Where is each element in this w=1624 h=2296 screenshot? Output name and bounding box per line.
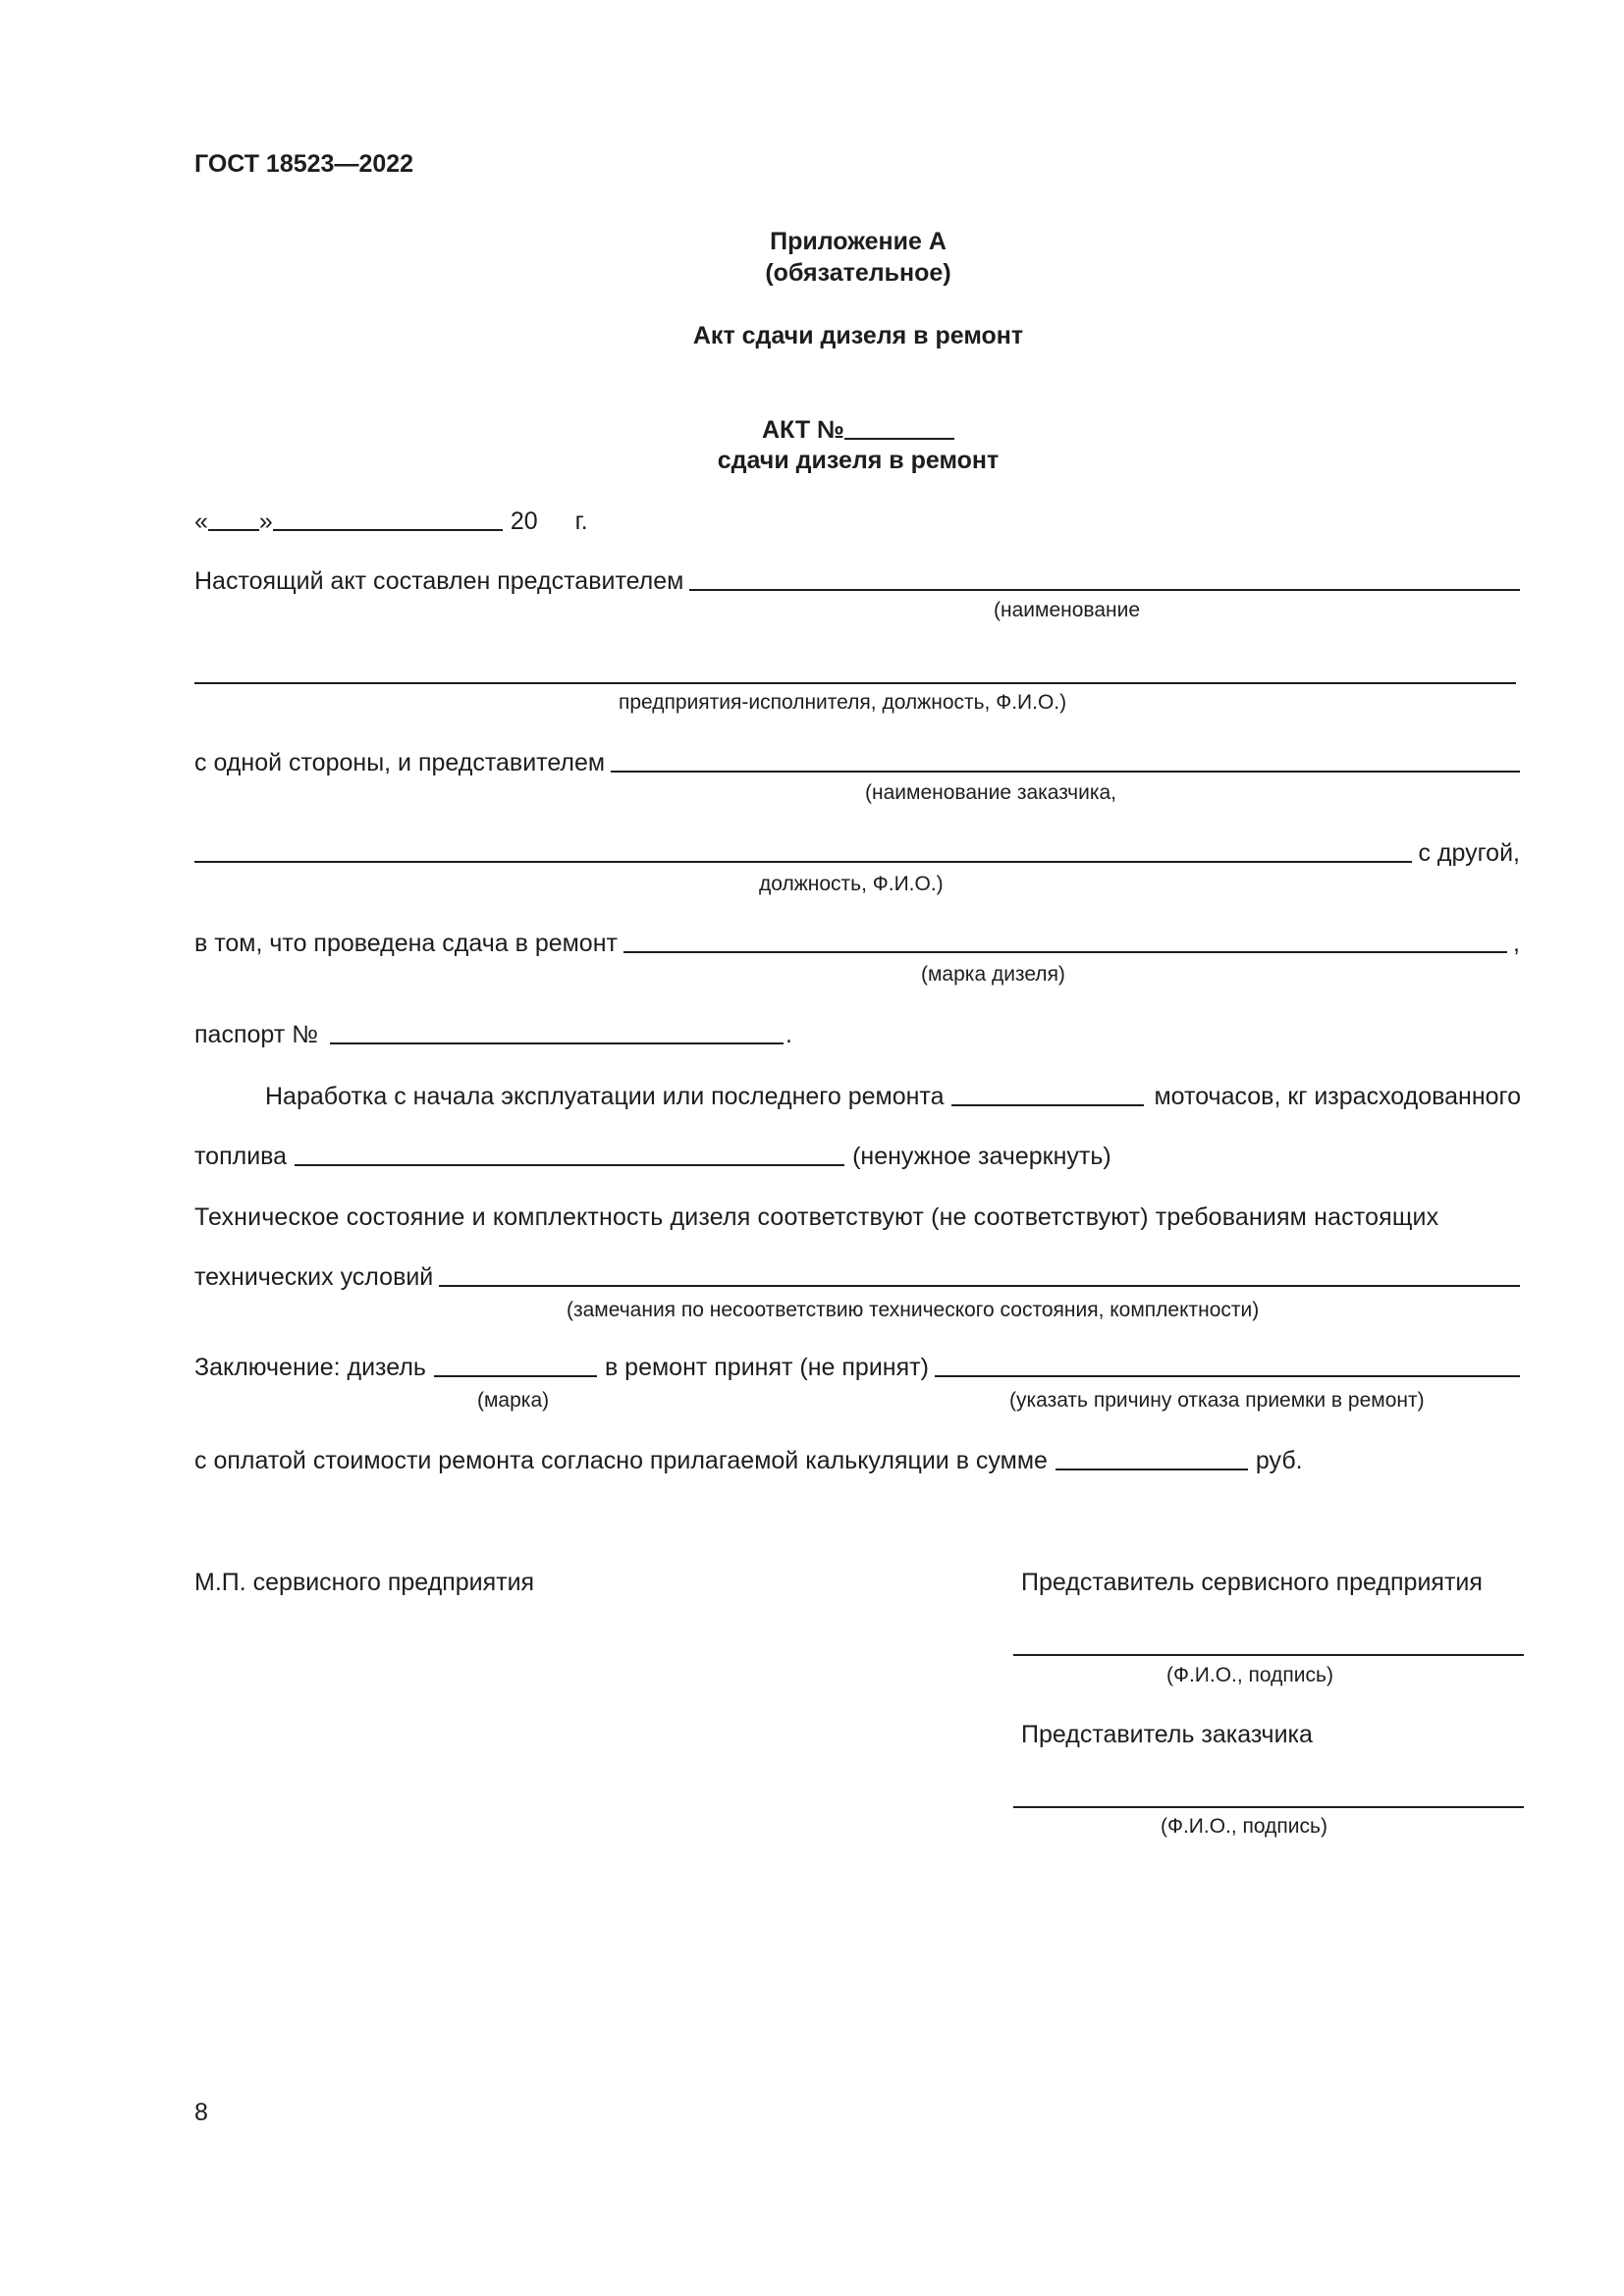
diesel-brand-blank[interactable]	[623, 951, 1507, 953]
page-number: 8	[194, 2099, 208, 2126]
tech-conditions-label: технических условий	[194, 1263, 434, 1291]
condition-text-line	[194, 1202, 1514, 1232]
tech-conditions-row	[194, 1262, 1520, 1292]
standard-number: ГОСТ 18523—2022	[194, 150, 414, 178]
diesel-brand-hint: (марка дизеля)	[921, 963, 1065, 986]
passport-label: паспорт №	[194, 1021, 318, 1048]
representative-blank[interactable]	[689, 589, 1520, 591]
tech-conditions-blank[interactable]	[439, 1285, 1520, 1287]
representative-row	[194, 566, 1520, 596]
runtime-unit: моточасов, кг израсходованного	[1154, 1083, 1522, 1110]
one-side-label: с одной стороны, и представителем	[194, 749, 606, 776]
customer-rep-hint: (Ф.И.О., подпись)	[1161, 1815, 1327, 1838]
runtime-blank[interactable]	[951, 1104, 1144, 1106]
service-rep-label: Представитель сервисного предприятия	[1021, 1569, 1483, 1596]
representative-hint-2: предприятия-исполнителя, должность, Ф.И.О.)	[619, 691, 1067, 714]
conclusion-label: Заключение: дизель	[194, 1354, 426, 1381]
other-side-row	[194, 838, 1520, 868]
runtime-label: Наработка с начала эксплуатации или последнего ремонта	[265, 1083, 945, 1110]
appendix-status: (обязательное)	[765, 259, 951, 287]
payment-blank[interactable]	[1056, 1468, 1248, 1470]
service-rep-hint: (Ф.И.О., подпись)	[1166, 1664, 1333, 1686]
conclusion-row	[194, 1353, 1520, 1382]
fuel-blank[interactable]	[295, 1164, 844, 1166]
year-prefix: 20	[510, 507, 538, 535]
year-suffix: г.	[574, 507, 588, 535]
fuel-note: (ненужное зачеркнуть)	[852, 1143, 1111, 1170]
representative-hint: (наименование	[994, 599, 1140, 621]
customer-rep-signature-line[interactable]	[1013, 1806, 1524, 1808]
payment-label: с оплатой стоимости ремонта согласно прилагаемой калькуляции в сумме	[194, 1447, 1048, 1474]
fuel-row	[194, 1142, 1111, 1171]
customer-hint: (наименование заказчика,	[865, 781, 1116, 804]
representative-label: Настоящий акт составлен представителем	[194, 567, 684, 595]
act-number-label: АКТ №	[762, 416, 845, 444]
date-close-quote: »	[258, 507, 273, 535]
act-number-blank[interactable]	[844, 438, 954, 440]
payment-unit: руб.	[1255, 1447, 1303, 1474]
customer-blank-2[interactable]	[194, 861, 1412, 863]
customer-blank[interactable]	[611, 771, 1520, 773]
conclusion-reason-blank[interactable]	[935, 1375, 1520, 1377]
date-line	[194, 507, 588, 536]
representative-blank-2[interactable]	[194, 682, 1516, 684]
tech-conditions-hint: (замечания по несоответствию технического состояния, комплектности)	[567, 1299, 1260, 1321]
customer-row	[194, 748, 1520, 777]
reason-hint: (указать причину отказа приемки в ремонт)	[1009, 1389, 1425, 1412]
service-rep-signature-line[interactable]	[1013, 1654, 1524, 1656]
appendix-caption: Акт сдачи дизеля в ремонт	[692, 322, 1024, 349]
repair-label: в том, что проведена сдача в ремонт	[194, 930, 618, 957]
repair-row	[194, 929, 1520, 958]
act-subtitle: сдачи дизеля в ремонт	[717, 447, 1000, 474]
conclusion-brand-blank[interactable]	[434, 1375, 597, 1377]
passport-blank[interactable]	[330, 1042, 784, 1044]
day-blank[interactable]	[208, 529, 259, 531]
runtime-row	[265, 1082, 1521, 1111]
customer-hint-2: должность, Ф.И.О.)	[759, 873, 944, 895]
passport-row	[194, 1020, 792, 1049]
fuel-label: топлива	[194, 1143, 288, 1170]
payment-row	[194, 1446, 1303, 1475]
conclusion-mid: в ремонт принят (не принят)	[604, 1354, 929, 1381]
other-side-label: с другой,	[1418, 839, 1520, 867]
repair-comma: ,	[1513, 930, 1520, 957]
date-open-quote: «	[194, 507, 208, 535]
passport-dot: .	[785, 1021, 792, 1048]
month-blank[interactable]	[273, 529, 503, 531]
appendix-title: Приложение А	[770, 228, 947, 255]
act-number	[762, 415, 954, 445]
condition-text: Техническое состояние и комплектность дизеля соответствуют (не соответствуют) требованиям настоящих	[194, 1203, 1439, 1231]
stamp-label: М.П. сервисного предприятия	[194, 1569, 535, 1596]
customer-rep-label: Представитель заказчика	[1021, 1721, 1313, 1748]
brand-hint: (марка)	[477, 1389, 550, 1412]
